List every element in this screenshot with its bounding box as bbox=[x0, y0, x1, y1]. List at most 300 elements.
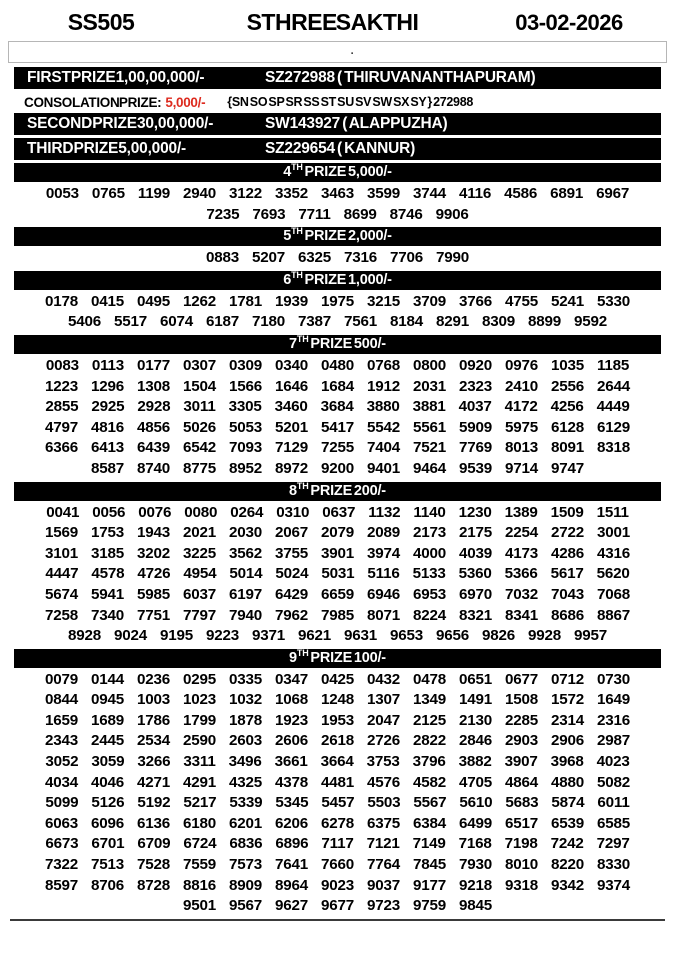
winning-number: 0079 bbox=[45, 670, 78, 688]
winning-number: 8952 bbox=[229, 459, 262, 477]
number-row bbox=[16, 356, 659, 377]
winning-number: 0083 bbox=[45, 356, 79, 374]
winning-number: 0236 bbox=[137, 670, 170, 688]
winning-number: 4705 bbox=[459, 773, 492, 791]
winning-number: 6896 bbox=[275, 835, 309, 853]
empty-box bbox=[8, 41, 667, 63]
winning-number: 1199 bbox=[137, 185, 170, 202]
winning-number: 1308 bbox=[137, 377, 170, 395]
winning-number: 6096 bbox=[91, 814, 124, 832]
winning-number: 2940 bbox=[183, 185, 216, 202]
winning-number: 8224 bbox=[413, 606, 446, 624]
winning-number: 2928 bbox=[137, 398, 171, 416]
winning-number: 4447 bbox=[45, 565, 79, 583]
winning-number: 7043 bbox=[551, 585, 584, 603]
winning-number: 5133 bbox=[412, 565, 446, 583]
winning-number: 1491 bbox=[459, 691, 492, 709]
consolation-label: CONSOLATION PRIZE: bbox=[24, 94, 162, 110]
winning-number: 2031 bbox=[413, 377, 446, 395]
number-row bbox=[16, 814, 659, 835]
winning-number: 5014 bbox=[229, 565, 263, 583]
winning-number: 1389 bbox=[504, 503, 538, 521]
third-prize-winning-number: SZ229654 ( KANNUR) bbox=[265, 140, 416, 157]
section-title: PRIZE 200/- bbox=[308, 482, 386, 499]
winning-number: 3122 bbox=[229, 185, 262, 202]
winning-number: 2030 bbox=[229, 524, 262, 542]
winning-numbers-grid bbox=[0, 248, 675, 269]
winning-number: 4046 bbox=[91, 773, 124, 791]
winning-number: 9223 bbox=[206, 627, 239, 645]
number-row bbox=[16, 503, 659, 524]
winning-number: 3011 bbox=[183, 398, 216, 416]
winning-number: 4325 bbox=[229, 773, 262, 791]
winning-number: 5207 bbox=[252, 249, 285, 267]
winning-number: 7985 bbox=[321, 606, 354, 624]
section-header-4th-prize bbox=[14, 163, 661, 182]
winning-number: 5985 bbox=[137, 585, 170, 603]
winning-number: 9592 bbox=[574, 313, 607, 331]
number-row bbox=[16, 670, 659, 691]
number-row bbox=[16, 876, 659, 897]
winning-number: 1878 bbox=[229, 711, 262, 729]
winning-number: 3562 bbox=[229, 544, 262, 562]
winning-number: 2410 bbox=[505, 377, 538, 395]
winning-number: 3753 bbox=[366, 753, 400, 771]
winning-number: 3880 bbox=[366, 398, 400, 416]
winning-number: 4271 bbox=[137, 773, 170, 791]
winning-number: 8091 bbox=[551, 439, 584, 457]
winning-number: 7297 bbox=[596, 835, 630, 853]
winning-number: 8010 bbox=[505, 856, 538, 874]
winning-number: 2987 bbox=[597, 732, 630, 750]
winning-number: 6201 bbox=[229, 814, 262, 832]
number-row bbox=[16, 292, 659, 313]
section-ordinal-suffix: TH bbox=[296, 647, 309, 658]
winning-number: 3755 bbox=[275, 544, 308, 562]
winning-number: 0340 bbox=[275, 356, 308, 374]
winning-number: 1943 bbox=[137, 524, 170, 542]
winning-number: 7255 bbox=[321, 439, 354, 457]
winning-number: 8071 bbox=[367, 606, 400, 624]
winning-number: 9714 bbox=[505, 459, 538, 477]
winning-number: 5241 bbox=[551, 292, 584, 310]
winning-number: 6585 bbox=[597, 814, 630, 832]
winning-number: 2175 bbox=[459, 524, 492, 542]
winning-number: 6673 bbox=[45, 835, 79, 853]
winning-number: 6074 bbox=[160, 313, 193, 331]
winning-number: 9195 bbox=[160, 627, 193, 645]
winning-number: 2067 bbox=[275, 524, 308, 542]
winning-number: 0800 bbox=[413, 356, 446, 374]
winning-number: 9371 bbox=[252, 627, 285, 645]
winning-number: 9037 bbox=[367, 876, 400, 894]
section-ordinal: 8 bbox=[289, 482, 297, 499]
winning-number: 9318 bbox=[505, 876, 538, 894]
number-row bbox=[16, 397, 659, 418]
winning-number: 1132 bbox=[368, 503, 401, 521]
winning-number: 8309 bbox=[482, 313, 515, 331]
winning-number: 3225 bbox=[183, 544, 216, 562]
winning-number: 7093 bbox=[229, 439, 262, 457]
winning-number: 3052 bbox=[45, 753, 79, 771]
winning-number: 6375 bbox=[367, 814, 400, 832]
winning-number: 3599 bbox=[367, 185, 400, 202]
winning-number: 4755 bbox=[505, 292, 538, 310]
number-row bbox=[16, 544, 659, 565]
section-ordinal: 7 bbox=[289, 335, 297, 352]
winning-number: 1939 bbox=[275, 292, 308, 310]
winning-number: 7711 bbox=[298, 205, 331, 223]
winning-number: 9501 bbox=[183, 897, 216, 915]
section-ordinal: 6 bbox=[283, 271, 292, 288]
winning-number: 0307 bbox=[183, 356, 216, 374]
winning-number: 8816 bbox=[183, 876, 216, 894]
winning-number: 6187 bbox=[206, 313, 239, 331]
winning-number: 6659 bbox=[321, 585, 354, 603]
winning-number: 0712 bbox=[551, 670, 584, 688]
winning-number: 3460 bbox=[274, 398, 308, 416]
winning-numbers-grid bbox=[0, 503, 675, 647]
winning-number: 1689 bbox=[91, 711, 124, 729]
number-row bbox=[16, 711, 659, 732]
winning-number: 3881 bbox=[412, 398, 446, 416]
winning-number: 0637 bbox=[322, 503, 356, 521]
winning-number: 1781 bbox=[229, 292, 262, 310]
winning-number: 5099 bbox=[45, 794, 79, 812]
prize-sections bbox=[0, 163, 675, 917]
lottery-name: STHREE SAKTHI bbox=[246, 9, 419, 35]
winning-number: 7962 bbox=[275, 606, 308, 624]
winning-number: 7149 bbox=[412, 835, 446, 853]
winning-number: 2822 bbox=[413, 732, 446, 750]
second-prize-label: SECOND PRIZE 30,00,000/- bbox=[27, 115, 214, 132]
winning-number: 1140 bbox=[413, 503, 446, 521]
winning-number: 6836 bbox=[229, 835, 263, 853]
winning-number: 4578 bbox=[91, 565, 125, 583]
winning-number: 6953 bbox=[413, 585, 446, 603]
winning-number: 6413 bbox=[91, 439, 124, 457]
winning-number: 7404 bbox=[367, 439, 400, 457]
winning-number: 6206 bbox=[275, 814, 308, 832]
draw-date: 03-02-2026 bbox=[515, 10, 623, 35]
winning-number: 5330 bbox=[597, 292, 630, 310]
winning-number: 2323 bbox=[459, 377, 492, 395]
winning-number: 0309 bbox=[229, 356, 262, 374]
winning-number: 1068 bbox=[275, 691, 308, 709]
winning-number: 4037 bbox=[458, 398, 492, 416]
winning-number: 3101 bbox=[45, 544, 78, 562]
winning-number: 0844 bbox=[45, 691, 78, 709]
winning-number: 1248 bbox=[321, 691, 354, 709]
winning-number: 3266 bbox=[137, 753, 171, 771]
number-row bbox=[16, 834, 659, 855]
winning-number: 7769 bbox=[459, 439, 492, 457]
winning-number: 3709 bbox=[413, 292, 446, 310]
winning-number: 9401 bbox=[367, 459, 400, 477]
winning-number: 8706 bbox=[91, 876, 124, 894]
winning-number: 8291 bbox=[436, 313, 469, 331]
winning-number: 6891 bbox=[550, 185, 584, 202]
section-ordinal-suffix: TH bbox=[291, 162, 303, 173]
winning-number: 0053 bbox=[45, 185, 79, 202]
winning-number: 3974 bbox=[367, 544, 400, 562]
winning-number: 6542 bbox=[183, 439, 216, 457]
winning-number: 5201 bbox=[275, 418, 308, 436]
winning-number: 1753 bbox=[91, 524, 124, 542]
winning-number: 5339 bbox=[229, 794, 263, 812]
winning-number: 3305 bbox=[228, 398, 262, 416]
winning-number: 8587 bbox=[91, 459, 124, 477]
consolation-series: {SN SO SP SR SS ST SU SV SW SX SY } 272988 bbox=[227, 95, 473, 109]
winning-number: 1003 bbox=[137, 691, 170, 709]
winning-number: 1230 bbox=[458, 503, 492, 521]
winning-number: 0883 bbox=[206, 249, 239, 267]
winning-number: 7930 bbox=[459, 856, 492, 874]
section-ordinal-suffix: TH bbox=[296, 334, 309, 345]
second-prize-bar bbox=[14, 113, 661, 135]
winning-numbers-grid bbox=[0, 292, 675, 333]
winning-number: 2603 bbox=[229, 732, 262, 750]
winning-number: 2079 bbox=[321, 524, 354, 542]
number-row bbox=[16, 564, 659, 585]
winning-number: 9759 bbox=[413, 897, 446, 915]
number-row bbox=[16, 312, 659, 333]
winning-number: 2644 bbox=[597, 377, 630, 395]
winning-number: 7340 bbox=[91, 606, 124, 624]
winning-number: 9723 bbox=[367, 897, 400, 915]
winning-number: 3059 bbox=[91, 753, 125, 771]
winning-number: 1023 bbox=[183, 691, 216, 709]
winning-number: 7387 bbox=[298, 313, 331, 331]
winning-number: 3001 bbox=[597, 524, 630, 542]
winning-number: 5192 bbox=[137, 794, 171, 812]
winning-number: 8220 bbox=[551, 856, 584, 874]
winning-number: 8330 bbox=[597, 856, 630, 874]
winning-numbers-grid bbox=[0, 670, 675, 917]
bottom-rule bbox=[10, 919, 665, 921]
winning-number: 1799 bbox=[183, 711, 216, 729]
winning-number: 7751 bbox=[137, 606, 170, 624]
winning-number: 3202 bbox=[137, 544, 170, 562]
second-prize-winning-number: SW143927 ( ALAPPUZHA) bbox=[265, 115, 448, 132]
winning-number: 2925 bbox=[91, 398, 125, 416]
winning-number: 2173 bbox=[413, 524, 446, 542]
winning-number: 0677 bbox=[505, 670, 538, 688]
number-row bbox=[16, 690, 659, 711]
winning-number: 6709 bbox=[137, 835, 171, 853]
winning-number: 3766 bbox=[459, 292, 492, 310]
winning-number: 4023 bbox=[596, 753, 630, 771]
winning-number: 4856 bbox=[137, 418, 170, 436]
winning-number: 0056 bbox=[92, 503, 126, 521]
number-row bbox=[16, 438, 659, 459]
winning-number: 8184 bbox=[390, 313, 423, 331]
number-row bbox=[16, 377, 659, 398]
first-prize-bar bbox=[14, 67, 661, 89]
winning-number: 0178 bbox=[45, 292, 78, 310]
winning-number: 5542 bbox=[367, 418, 400, 436]
winning-number: 4316 bbox=[597, 544, 630, 562]
winning-number: 9342 bbox=[551, 876, 584, 894]
winning-number: 4481 bbox=[321, 773, 354, 791]
winning-number: 6970 bbox=[459, 585, 492, 603]
consolation-prize-row bbox=[0, 92, 675, 112]
winning-number: 3684 bbox=[320, 398, 354, 416]
winning-number: 0425 bbox=[321, 670, 354, 688]
winning-number: 2855 bbox=[45, 398, 79, 416]
prize-section-5th bbox=[0, 227, 675, 269]
prize-section-7th bbox=[0, 335, 675, 480]
winning-number: 6136 bbox=[137, 814, 170, 832]
section-ordinal-suffix: TH bbox=[291, 269, 303, 280]
winning-number: 7258 bbox=[45, 606, 78, 624]
winning-number: 5417 bbox=[321, 418, 354, 436]
winning-number: 8341 bbox=[505, 606, 538, 624]
winning-number: 1975 bbox=[321, 292, 354, 310]
winning-number: 3796 bbox=[412, 753, 446, 771]
winning-number: 0113 bbox=[91, 356, 124, 374]
winning-number: 9906 bbox=[435, 205, 469, 223]
number-row bbox=[16, 205, 659, 226]
winning-number: 9464 bbox=[413, 459, 446, 477]
prize-section-4th bbox=[0, 163, 675, 225]
winning-number: 5683 bbox=[505, 794, 539, 812]
winning-number: 2047 bbox=[367, 711, 400, 729]
winning-number: 9627 bbox=[275, 897, 308, 915]
section-title: PRIZE 100/- bbox=[308, 649, 386, 666]
winning-number: 2726 bbox=[367, 732, 400, 750]
winning-number: 1307 bbox=[367, 691, 400, 709]
winning-number: 4116 bbox=[459, 185, 492, 202]
winning-number: 0976 bbox=[505, 356, 538, 374]
winning-number: 0768 bbox=[367, 356, 400, 374]
winning-number: 0310 bbox=[276, 503, 310, 521]
winning-number: 0080 bbox=[184, 503, 218, 521]
winning-number: 5620 bbox=[596, 565, 630, 583]
winning-number: 0495 bbox=[137, 292, 170, 310]
winning-number: 8740 bbox=[137, 459, 170, 477]
winning-number: 9826 bbox=[482, 627, 515, 645]
winning-number: 5024 bbox=[275, 565, 309, 583]
winning-number: 7559 bbox=[183, 856, 216, 874]
winning-number: 8728 bbox=[137, 876, 170, 894]
winning-number: 0415 bbox=[91, 292, 124, 310]
winning-number: 4173 bbox=[505, 544, 538, 562]
winning-number: 4582 bbox=[413, 773, 446, 791]
winning-number: 1572 bbox=[551, 691, 584, 709]
winning-number: 5457 bbox=[321, 794, 355, 812]
winning-number: 1508 bbox=[505, 691, 538, 709]
winning-number: 1509 bbox=[550, 503, 584, 521]
winning-number: 6037 bbox=[183, 585, 216, 603]
winning-number: 7168 bbox=[458, 835, 492, 853]
winning-number: 0478 bbox=[413, 670, 446, 688]
winning-number: 2618 bbox=[321, 732, 354, 750]
winning-number: 0264 bbox=[230, 503, 264, 521]
section-title: PRIZE 2,000/- bbox=[302, 228, 392, 245]
winning-number: 5082 bbox=[597, 773, 630, 791]
winning-number: 7693 bbox=[252, 205, 286, 223]
winning-number: 9200 bbox=[321, 459, 354, 477]
winning-number: 1953 bbox=[321, 711, 354, 729]
winning-number: 6539 bbox=[551, 814, 584, 832]
winning-number: 6384 bbox=[413, 814, 446, 832]
winning-number: 7561 bbox=[344, 313, 377, 331]
winning-number: 4256 bbox=[550, 398, 584, 416]
winning-number: 0335 bbox=[229, 670, 262, 688]
winning-number: 0144 bbox=[91, 670, 124, 688]
winning-number: 5360 bbox=[458, 565, 492, 583]
winning-number: 0347 bbox=[275, 670, 308, 688]
winning-number: 4034 bbox=[45, 773, 78, 791]
winning-number: 1223 bbox=[45, 377, 78, 395]
section-ordinal-suffix: TH bbox=[296, 480, 309, 491]
winning-number: 3215 bbox=[367, 292, 400, 310]
number-row bbox=[16, 459, 659, 480]
winning-number: 0730 bbox=[597, 670, 630, 688]
winning-number: 1296 bbox=[91, 377, 124, 395]
winning-number: 4954 bbox=[183, 565, 217, 583]
winning-number: 7641 bbox=[275, 856, 308, 874]
winning-number: 5610 bbox=[459, 794, 493, 812]
winning-number: 0480 bbox=[321, 356, 354, 374]
winning-number: 6499 bbox=[459, 814, 492, 832]
winning-number: 3882 bbox=[458, 753, 492, 771]
winning-number: 6011 bbox=[597, 794, 630, 812]
winning-number: 1659 bbox=[45, 711, 78, 729]
winning-number: 5217 bbox=[183, 794, 217, 812]
winning-number: 5126 bbox=[91, 794, 125, 812]
winning-number: 5567 bbox=[413, 794, 447, 812]
number-row bbox=[16, 793, 659, 814]
winning-number: 9653 bbox=[390, 627, 423, 645]
winning-number: 7706 bbox=[390, 249, 423, 267]
winning-number: 7198 bbox=[504, 835, 538, 853]
winning-number: 9567 bbox=[229, 897, 262, 915]
winning-number: 0177 bbox=[137, 356, 170, 374]
number-row bbox=[16, 855, 659, 876]
winning-number: 4378 bbox=[275, 773, 308, 791]
winning-number: 2534 bbox=[137, 732, 170, 750]
winning-number: 8928 bbox=[68, 627, 101, 645]
section-header-9th-prize bbox=[14, 649, 661, 668]
winning-number: 4039 bbox=[459, 544, 492, 562]
winning-number: 3968 bbox=[550, 753, 584, 771]
winning-number: 7940 bbox=[229, 606, 262, 624]
section-ordinal-suffix: TH bbox=[291, 226, 303, 237]
winning-number: 8972 bbox=[275, 459, 308, 477]
winning-number: 1649 bbox=[597, 691, 630, 709]
winning-number: 4797 bbox=[45, 418, 78, 436]
winning-number: 8597 bbox=[45, 876, 78, 894]
number-row bbox=[16, 606, 659, 627]
winning-number: 7180 bbox=[252, 313, 285, 331]
winning-number: 2254 bbox=[505, 524, 538, 542]
winning-number: 6063 bbox=[45, 814, 78, 832]
winning-number: 2130 bbox=[459, 711, 492, 729]
winning-number: 6946 bbox=[367, 585, 400, 603]
winning-number: 5053 bbox=[229, 418, 262, 436]
winning-number: 0920 bbox=[459, 356, 492, 374]
winning-number: 4880 bbox=[551, 773, 584, 791]
winning-number: 1646 bbox=[275, 377, 308, 395]
winning-number: 6128 bbox=[551, 418, 584, 436]
winning-number: 8699 bbox=[343, 205, 377, 223]
winning-number: 6197 bbox=[229, 585, 262, 603]
winning-number: 0765 bbox=[91, 185, 125, 202]
winning-number: 2556 bbox=[551, 377, 584, 395]
winning-number: 3185 bbox=[91, 544, 124, 562]
